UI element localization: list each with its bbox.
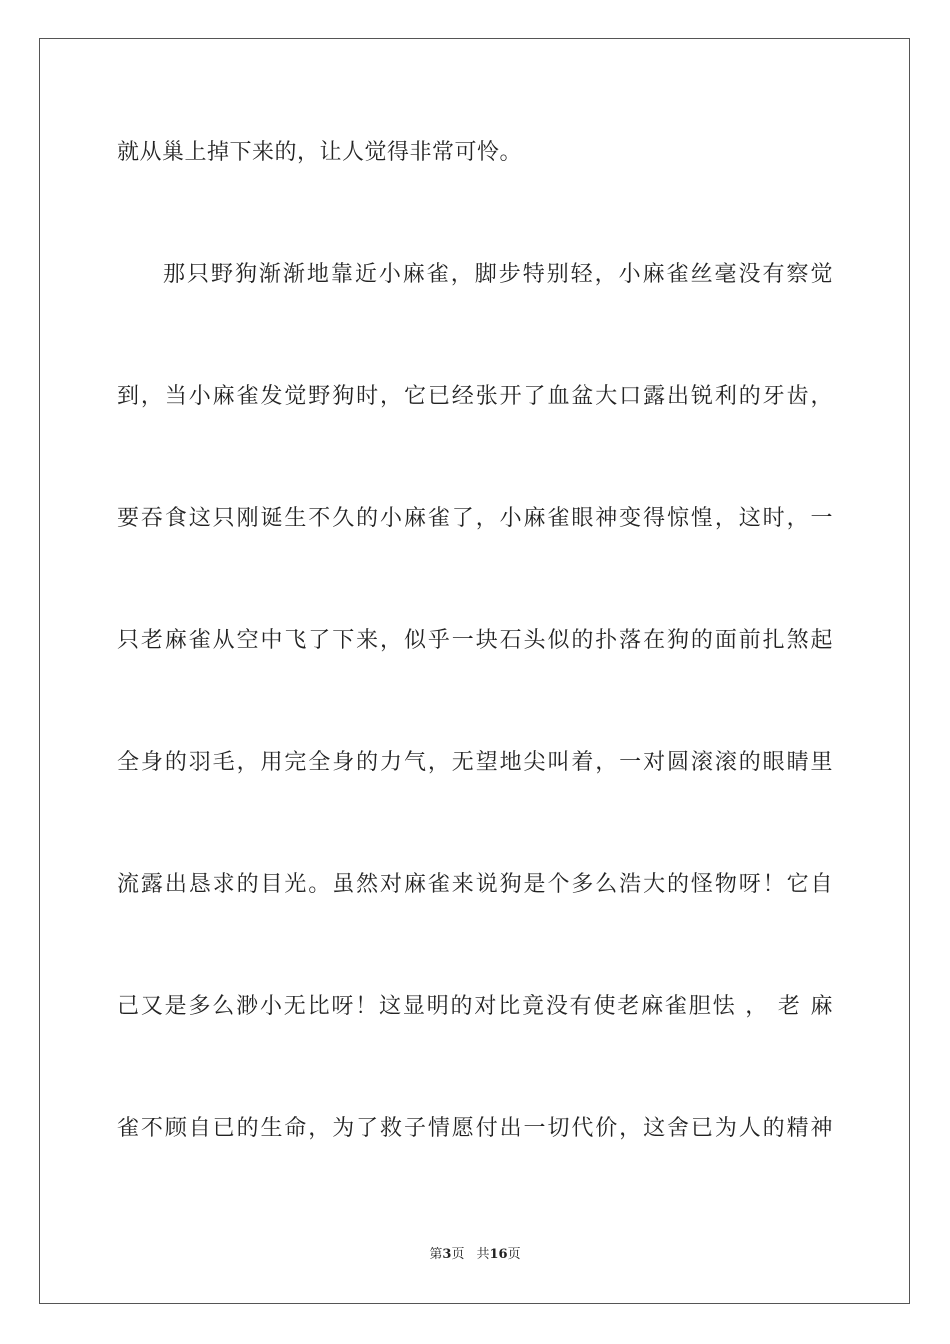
text-line-8: 己又是多么渺小无比呀！这显明的对比竟没有使老麻雀胆怯 ， 老 麻 <box>117 994 833 1019</box>
page-prefix: 第 <box>429 1247 443 1262</box>
page-suffix: 页 <box>451 1247 465 1262</box>
total-prefix: 共 <box>476 1247 490 1262</box>
total-pages: 16 <box>489 1247 508 1262</box>
text-line-7: 流露出恳求的目光。虽然对麻雀来说狗是个多么浩大的怪物呀！它自 <box>117 872 833 897</box>
page-number: 3 <box>442 1247 452 1262</box>
text-line-4: 要吞食这只刚诞生不久的小麻雀了，小麻雀眼神变得惊惶，这时，一 <box>117 506 833 531</box>
text-line-6: 全身的羽毛，用完全身的力气，无望地尖叫着，一对圆滚滚的眼睛里 <box>117 750 833 775</box>
text-line-1: 就从巢上掉下来的，让人觉得非常可怜。 <box>117 140 523 165</box>
text-line-9: 雀不顾自已的生命，为了救子情愿付出一切代价，这舍已为人的精神 <box>117 1116 833 1141</box>
text-line-3: 到，当小麻雀发觉野狗时，它已经张开了血盆大口露出锐利的牙齿， <box>117 384 833 409</box>
text-line-2: 那只野狗渐渐地靠近小麻雀，脚步特别轻，小麻雀丝毫没有察觉 <box>163 262 833 287</box>
text-line-5: 只老麻雀从空中飞了下来，似乎一块石头似的扑落在狗的面前扎煞起 <box>117 628 833 653</box>
total-suffix: 页 <box>507 1247 521 1262</box>
page-footer <box>0 1246 950 1264</box>
